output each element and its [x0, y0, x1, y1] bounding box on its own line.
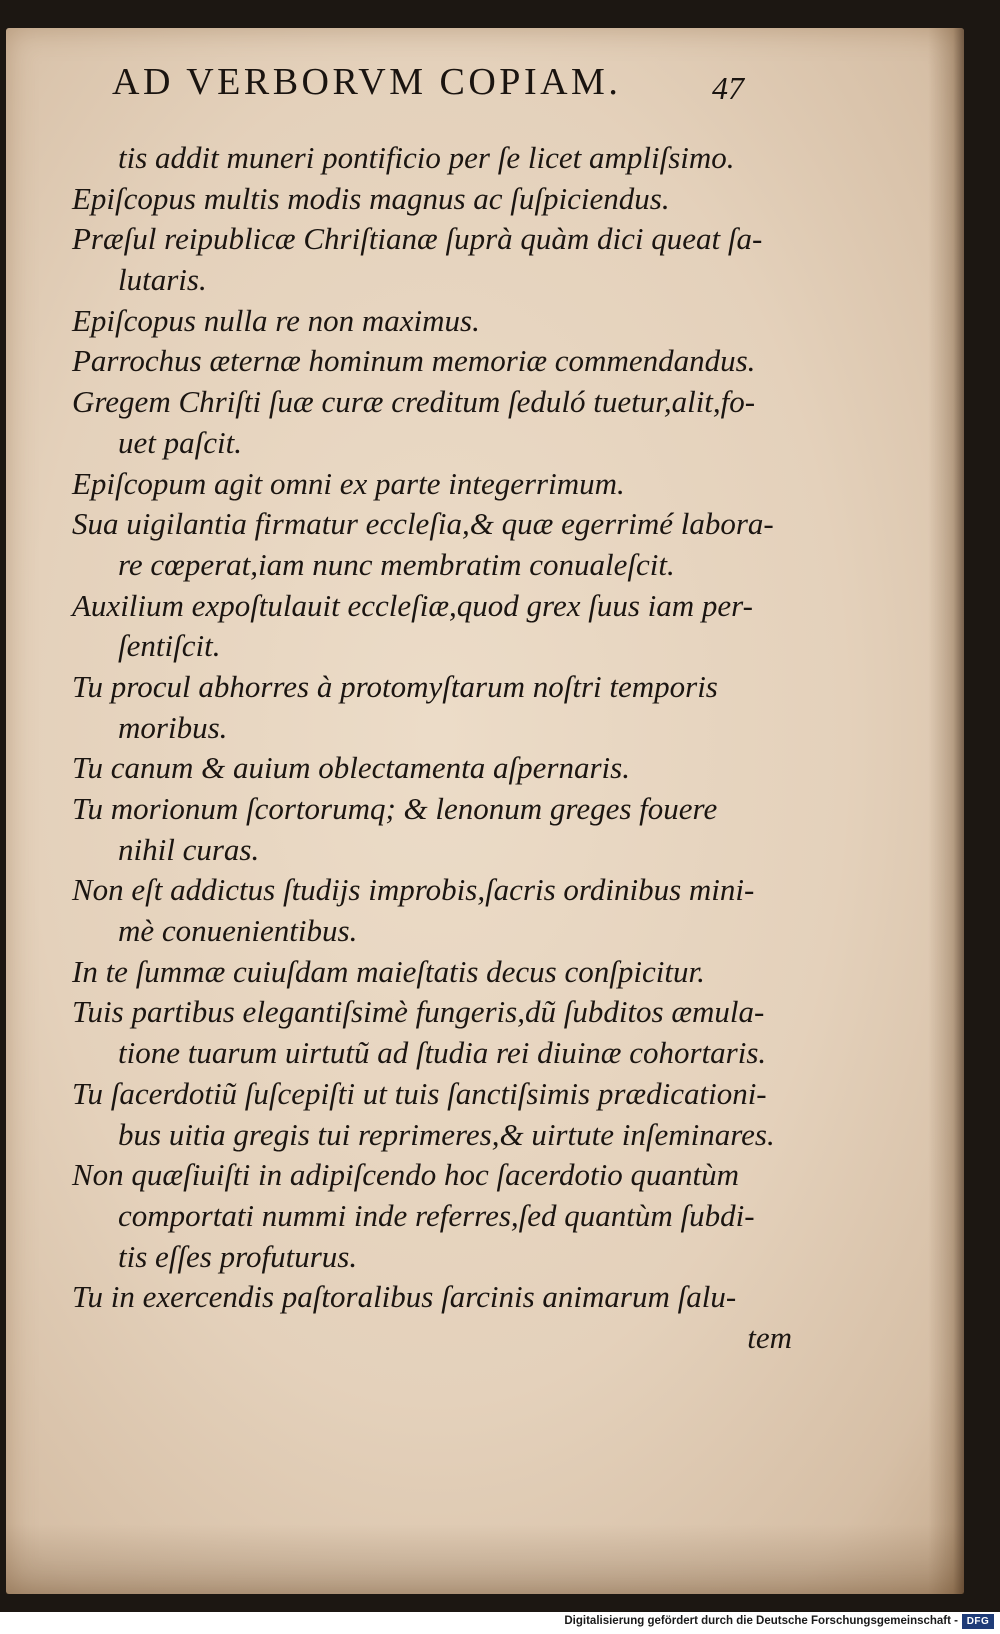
- page-bottom-shadow: [6, 1524, 964, 1594]
- text-line: Non eſt addictus ſtudijs improbis,ſacris ordinibus mini-: [72, 872, 755, 908]
- text-line: mè conuenientibus.: [118, 913, 358, 949]
- catchword: tem: [747, 1319, 792, 1355]
- text-line: Auxilium expoſtulauit eccleſiæ,quod grex ſuus iam per-: [72, 587, 753, 623]
- text-line: bus uitia gregis tui reprimeres,& uirtute inſeminares.: [118, 1116, 775, 1152]
- funding-credit: Digitalisierung gefördert durch die Deutsche Forschungsgemeinschaft -: [564, 1615, 958, 1627]
- text-line: Tu procul abhorres à protomyſtarum noſtri temporis: [72, 668, 718, 704]
- text-line: Non quæſiuiſti in adipiſcendo hoc ſacerdotio quantùm: [72, 1157, 740, 1193]
- text-line: Tu canum & auium oblectamenta aſpernaris.: [72, 750, 630, 786]
- text-line: comportati nummi inde referres,ſed quantùm ſubdi-: [118, 1197, 755, 1233]
- page-number: 47: [712, 70, 744, 106]
- text-line: tis eſſes profuturus.: [118, 1238, 358, 1274]
- text-line: Epiſcopum agit omni ex parte integerrimum.: [72, 465, 625, 501]
- text-line: Epiſcopus nulla re non maximus.: [72, 302, 480, 338]
- text-line: Præſul reipublicæ Chriſtianæ ſuprà quàm dici queat ſa-: [72, 221, 763, 257]
- text-line: tione tuarum uirtutũ ad ſtudia rei diuinæ cohortaris.: [118, 1035, 767, 1071]
- text-line: lutaris.: [118, 262, 207, 298]
- page-edge-shadow: [928, 28, 964, 1594]
- text-line: Epiſcopus multis modis magnus ac ſuſpiciendus.: [72, 180, 670, 216]
- running-head: AD VERBORVM COPIAM.: [112, 61, 622, 103]
- text-line: Tu morionum ſcortorumq; & lenonum greges fouere: [72, 791, 718, 826]
- text-line: re cœperat,iam nunc membratim conualeſcit.: [118, 546, 675, 582]
- text-line: Parrochus æternæ hominum memoriæ commendandus.: [72, 343, 756, 379]
- text-line: nihil curas.: [118, 831, 260, 867]
- text-line: Tu in exercendis paſtoralibus ſarcinis animarum ſalu-: [72, 1279, 737, 1315]
- text-line: Tu ſacerdotiũ ſuſcepiſti ut tuis ſanctiſsimis prædicationi-: [72, 1075, 767, 1111]
- text-line: tis addit muneri pontificio per ſe licet ampliſsimo.: [118, 140, 735, 175]
- body-text: [72, 138, 812, 1359]
- text-line: ſentiſcit.: [118, 628, 221, 664]
- text-line: uet paſcit.: [118, 424, 242, 460]
- text-line: Sua uigilantia firmatur eccleſia,& quæ egerrimé labora-: [72, 506, 774, 542]
- text-line: In te ſummæ cuiuſdam maieſtatis decus conſpicitur.: [72, 953, 705, 989]
- text-line: moribus.: [118, 709, 228, 745]
- text-line: Gregem Chriſti ſuæ curæ creditum ſeduló tuetur,alit,fo-: [72, 384, 756, 420]
- text-line: Tuis partibus elegantiſsimè fungeris,dũ ſubditos æmula-: [72, 994, 765, 1030]
- dfg-logo: DFG: [962, 1614, 994, 1629]
